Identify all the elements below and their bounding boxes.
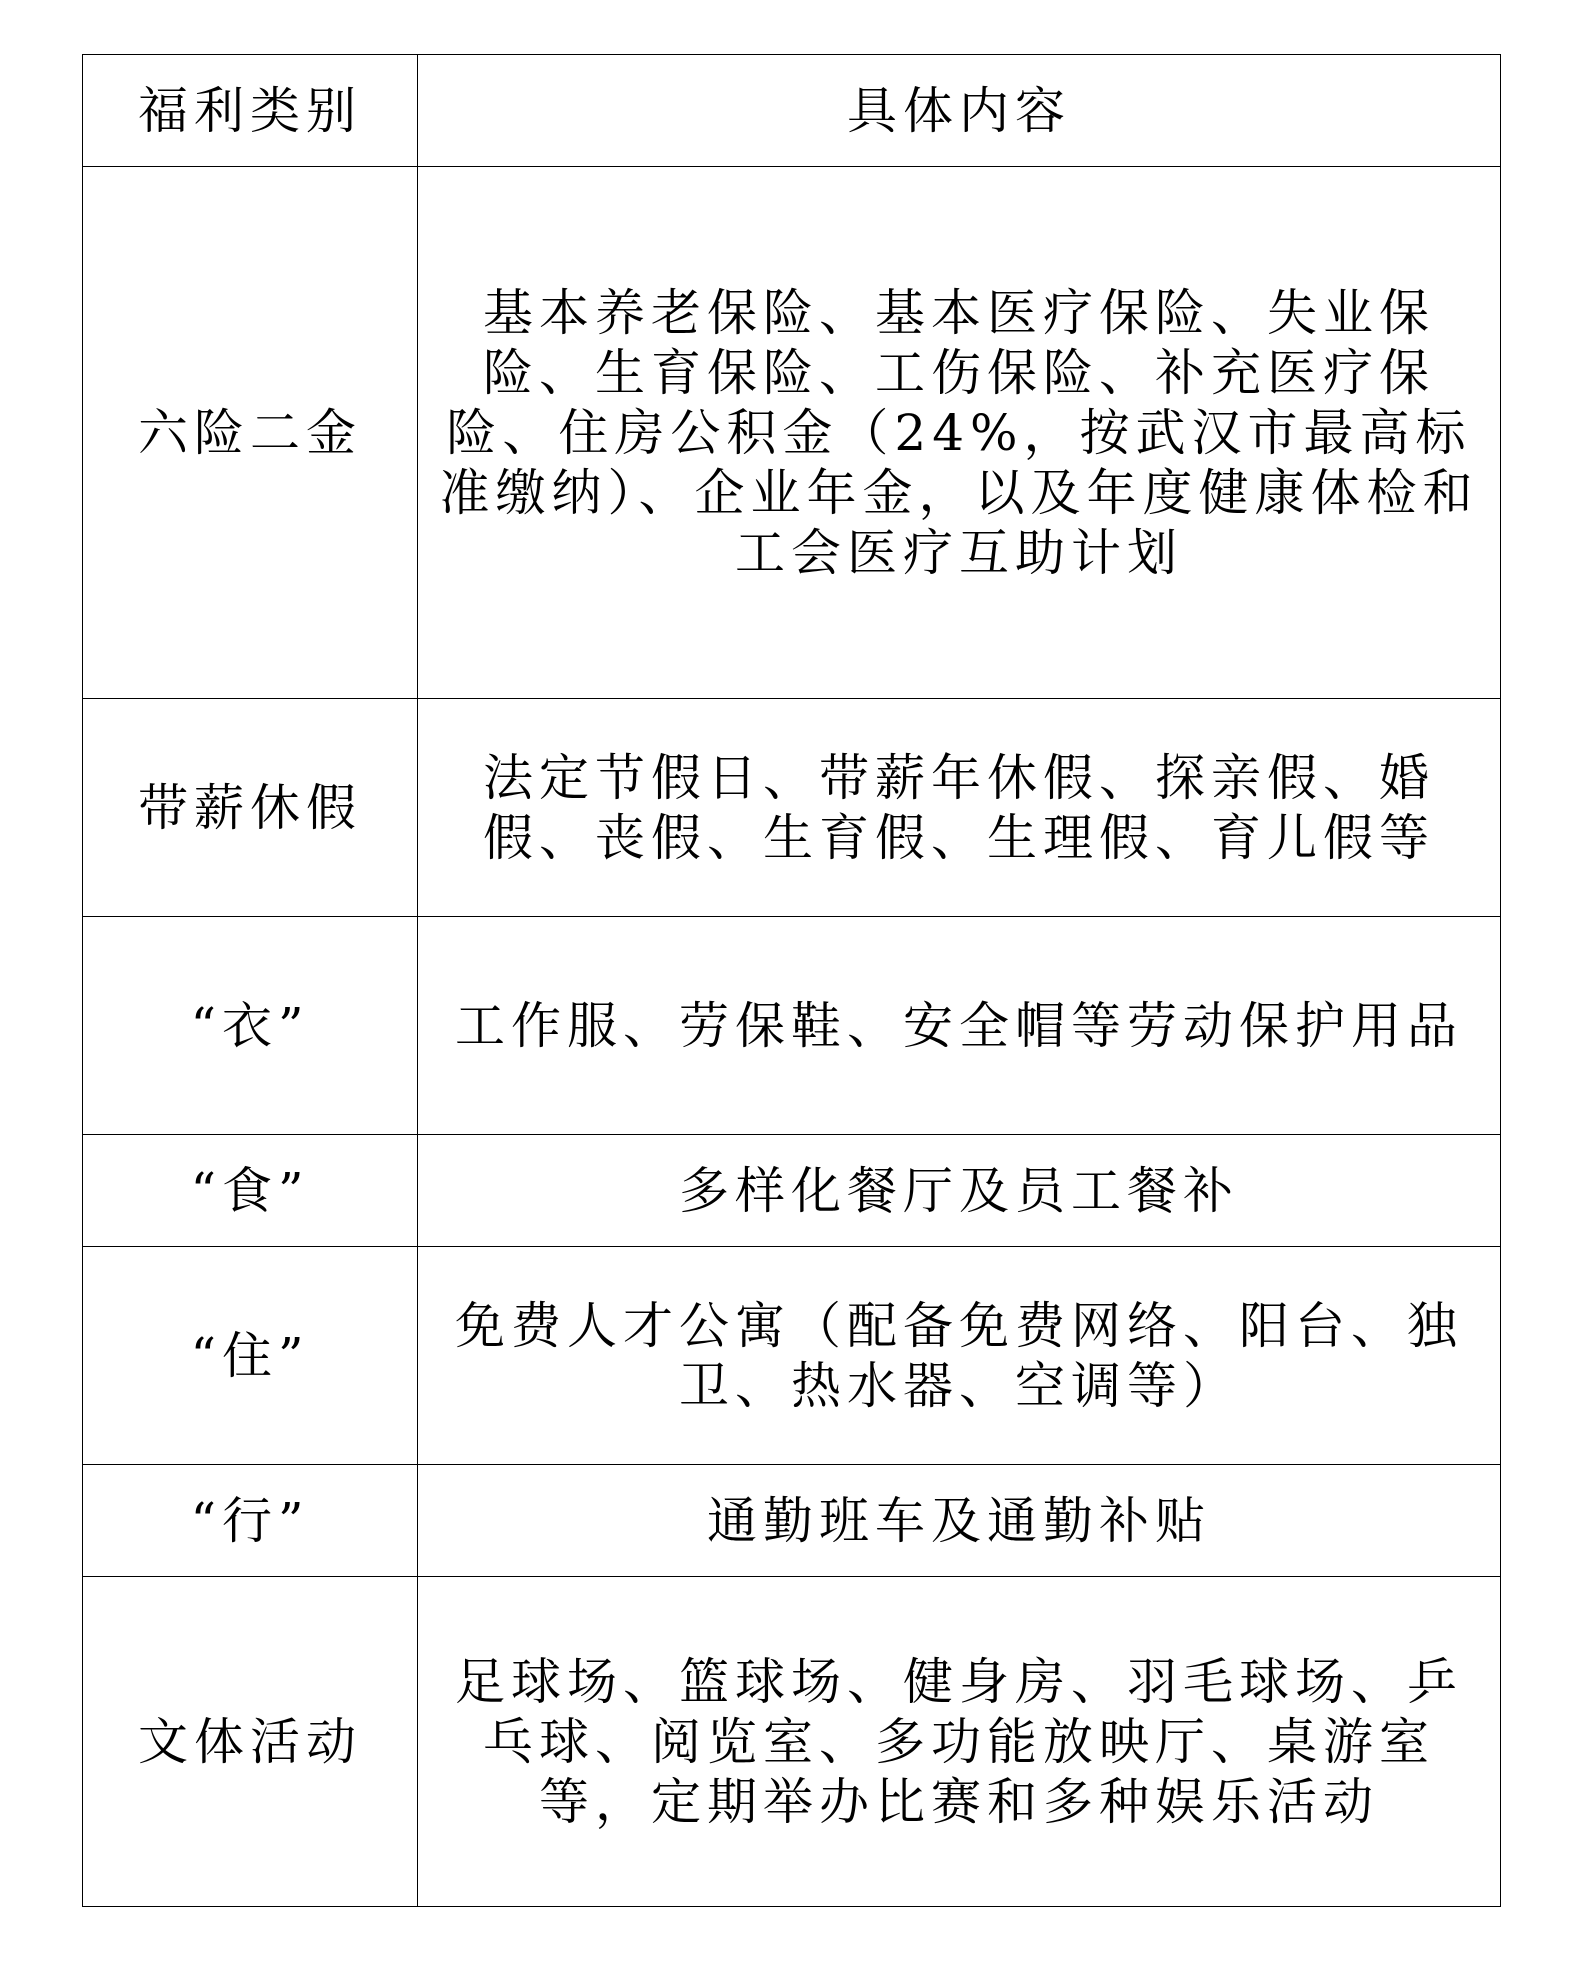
content-cell: 多样化餐厅及员工餐补 [418, 1135, 1501, 1247]
header-content: 具体内容 [418, 55, 1501, 167]
category-cell: “行” [83, 1465, 418, 1577]
category-cell: “衣” [83, 917, 418, 1135]
table-row-leave [83, 699, 1501, 917]
table-row-food [83, 1135, 1501, 1247]
benefits-table [82, 54, 1501, 1907]
content-cell: 法定节假日、带薪年休假、探亲假、婚假、丧假、生育假、生理假、育儿假等 [418, 699, 1501, 917]
category-cell: 六险二金 [83, 167, 418, 699]
header-category: 福利类别 [83, 55, 418, 167]
content-cell: 足球场、篮球场、健身房、羽毛球场、乒乓球、阅览室、多功能放映厅、桌游室等，定期举办比赛和多种娱乐活动 [418, 1577, 1501, 1907]
category-cell: 带薪休假 [83, 699, 418, 917]
category-cell: “住” [83, 1247, 418, 1465]
table-row-clothing [83, 917, 1501, 1135]
content-cell: 基本养老保险、基本医疗保险、失业保险、生育保险、工伤保险、补充医疗保险、住房公积金（24%，按武汉市最高标准缴纳）、企业年金，以及年度健康体检和工会医疗互助计划 [418, 167, 1501, 699]
category-cell: 文体活动 [83, 1577, 418, 1907]
content-cell: 工作服、劳保鞋、安全帽等劳动保护用品 [418, 917, 1501, 1135]
table-header-row [83, 55, 1501, 167]
content-cell: 免费人才公寓（配备免费网络、阳台、独卫、热水器、空调等） [418, 1247, 1501, 1465]
table-row-recreation [83, 1577, 1501, 1907]
table-row-pension [83, 167, 1501, 699]
content-cell: 通勤班车及通勤补贴 [418, 1465, 1501, 1577]
table-row-transport [83, 1465, 1501, 1577]
table-row-housing [83, 1247, 1501, 1465]
category-cell: “食” [83, 1135, 418, 1247]
